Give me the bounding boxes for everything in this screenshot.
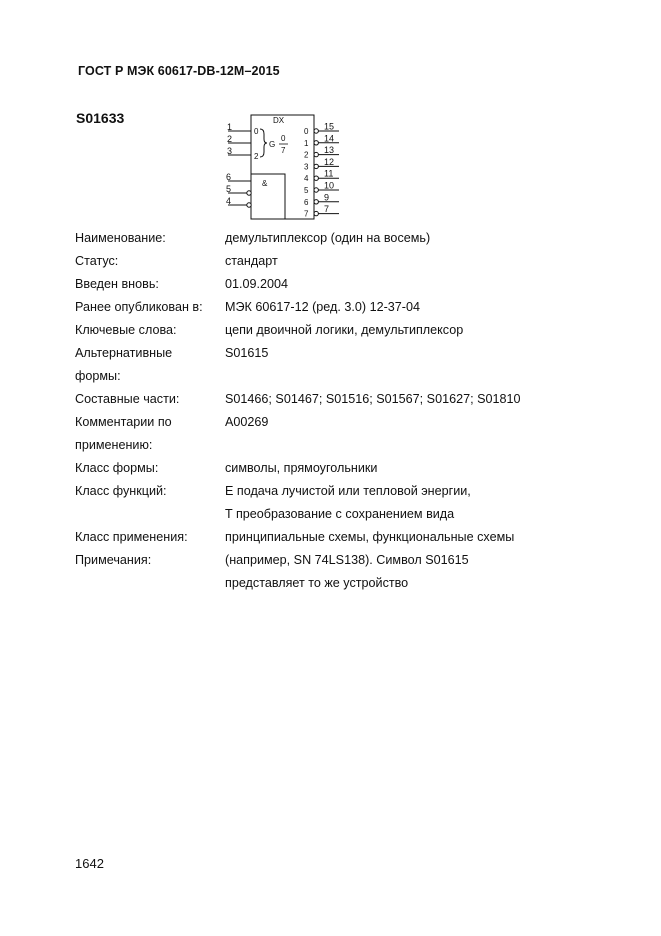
output-index: 5 bbox=[304, 186, 309, 195]
attribute-label-line: Составные части: bbox=[75, 392, 180, 406]
attribute-label bbox=[75, 526, 225, 549]
output-negation-circle bbox=[314, 188, 318, 192]
attribute-row bbox=[75, 411, 595, 457]
attribute-value-line: цепи двоичной логики, демультиплексор bbox=[225, 323, 464, 337]
attribute-row bbox=[75, 549, 595, 595]
output-pin-number: 10 bbox=[324, 180, 335, 191]
attribute-value-line: стандарт bbox=[225, 254, 278, 268]
attribute-value bbox=[225, 526, 595, 549]
attribute-row bbox=[75, 227, 595, 250]
attribute-value bbox=[225, 480, 595, 526]
enable-pin-4: 4 bbox=[226, 196, 232, 206]
attribute-label-line: Наименование: bbox=[75, 231, 166, 245]
output-index: 3 bbox=[304, 162, 309, 172]
attribute-label bbox=[75, 411, 225, 457]
output-index: 6 bbox=[304, 197, 309, 207]
attribute-value bbox=[225, 411, 595, 457]
attribute-value bbox=[225, 388, 595, 411]
attribute-list bbox=[75, 227, 595, 595]
output-index: 4 bbox=[304, 174, 309, 184]
attribute-value bbox=[225, 296, 595, 319]
function-label: DX bbox=[273, 116, 285, 125]
attribute-value-line: T преобразование с сохранением вида bbox=[225, 507, 455, 521]
attribute-label bbox=[75, 549, 225, 595]
demultiplexer-symbol bbox=[222, 112, 342, 222]
attribute-row bbox=[75, 480, 595, 526]
attribute-label-line: Введен вновь: bbox=[75, 277, 159, 291]
output-negation-circle bbox=[314, 200, 318, 204]
output-index: 0 bbox=[304, 127, 309, 136]
attribute-label bbox=[75, 250, 225, 273]
attribute-label-line: Класс функций: bbox=[75, 484, 167, 498]
enable-pin-6: 6 bbox=[226, 172, 232, 182]
attribute-label-line: Альтернативные bbox=[75, 346, 173, 360]
select-bit-0: 0 bbox=[254, 127, 259, 136]
output-negation-circle bbox=[314, 164, 318, 168]
attribute-label-line: Статус: bbox=[75, 254, 119, 268]
attribute-label bbox=[75, 388, 225, 411]
attribute-label bbox=[75, 319, 225, 342]
output-negation-circle bbox=[314, 176, 318, 180]
output-index: 2 bbox=[304, 150, 309, 160]
document-header: ГОСТ Р МЭК 60617-DB-12M–2015 bbox=[78, 64, 280, 78]
attribute-value bbox=[225, 250, 595, 273]
attribute-label bbox=[75, 227, 225, 250]
attribute-label bbox=[75, 457, 225, 480]
output-pin-number: 13 bbox=[324, 145, 335, 156]
attribute-value bbox=[225, 273, 595, 296]
attribute-label-line: применению: bbox=[75, 438, 153, 452]
attribute-row bbox=[75, 526, 595, 549]
output-negation-circle bbox=[314, 141, 318, 145]
attribute-label bbox=[75, 273, 225, 296]
attribute-value bbox=[225, 549, 595, 595]
select-bit-2: 2 bbox=[254, 152, 259, 161]
and-label: & bbox=[262, 179, 268, 188]
attribute-value bbox=[225, 319, 595, 342]
output-pin-number: 14 bbox=[324, 133, 335, 144]
attribute-value-line: символы, прямоугольники bbox=[225, 461, 378, 475]
attribute-label-line: Ранее опубликован в: bbox=[75, 300, 203, 314]
attribute-label bbox=[75, 480, 225, 526]
output-negation-circle bbox=[314, 129, 318, 133]
attribute-value-line: S01615 bbox=[225, 346, 269, 360]
g-label: G bbox=[269, 140, 276, 149]
attribute-row bbox=[75, 319, 595, 342]
page-number: 1642 bbox=[75, 856, 104, 871]
symbol-code: S01633 bbox=[76, 110, 125, 126]
attribute-row bbox=[75, 342, 595, 388]
attribute-label-line: Класс формы: bbox=[75, 461, 159, 475]
attribute-label-line: Класс применения: bbox=[75, 530, 188, 544]
attribute-row bbox=[75, 388, 595, 411]
attribute-value-line: S01466; S01467; S01516; S01567; S01627; S01810 bbox=[225, 392, 521, 406]
output-pin-number: 9 bbox=[324, 192, 330, 203]
attribute-value-line: демультиплексор (один на восемь) bbox=[225, 231, 431, 245]
output-pins bbox=[304, 122, 339, 219]
attribute-value bbox=[225, 342, 595, 388]
attribute-label-line: Примечания: bbox=[75, 553, 152, 567]
enable-pin-5: 5 bbox=[226, 184, 232, 194]
attribute-value-line: (например, SN 74LS138). Символ S01615 bbox=[225, 553, 469, 567]
output-pin-number: 12 bbox=[324, 156, 335, 167]
attribute-value-line: принципиальные схемы, функциональные схемы bbox=[225, 530, 515, 544]
attribute-value bbox=[225, 227, 595, 250]
attribute-value-line: МЭК 60617-12 (ред. 3.0) 12-37-04 bbox=[225, 300, 420, 314]
attribute-value-line: E подача лучистой или тепловой энергии, bbox=[225, 484, 471, 498]
select-pin-2: 2 bbox=[227, 134, 233, 144]
g-top-index: 0 bbox=[281, 134, 286, 143]
g-bottom-index: 7 bbox=[281, 146, 286, 155]
attribute-value-line: представляет то же устройство bbox=[225, 576, 409, 590]
attribute-value-line: 01.09.2004 bbox=[225, 277, 289, 291]
attribute-label-line: формы: bbox=[75, 369, 121, 383]
attribute-label bbox=[75, 296, 225, 319]
attribute-row bbox=[75, 273, 595, 296]
attribute-row bbox=[75, 250, 595, 273]
attribute-label-line: Ключевые слова: bbox=[75, 323, 177, 337]
attribute-row bbox=[75, 457, 595, 480]
attribute-value-line: A00269 bbox=[225, 415, 269, 429]
output-pin-number: 15 bbox=[324, 121, 335, 132]
output-pin-number: 7 bbox=[324, 204, 330, 215]
output-negation-circle bbox=[314, 211, 318, 215]
attribute-label bbox=[75, 342, 225, 388]
select-pin-1: 1 bbox=[227, 122, 233, 132]
output-index: 1 bbox=[304, 138, 309, 148]
select-pin-3: 3 bbox=[227, 146, 233, 156]
attribute-row bbox=[75, 296, 595, 319]
output-pin-number: 11 bbox=[324, 168, 334, 179]
output-index: 7 bbox=[304, 209, 309, 219]
attribute-label-line: Комментарии по bbox=[75, 415, 172, 429]
output-negation-circle bbox=[314, 152, 318, 156]
attribute-value bbox=[225, 457, 595, 480]
